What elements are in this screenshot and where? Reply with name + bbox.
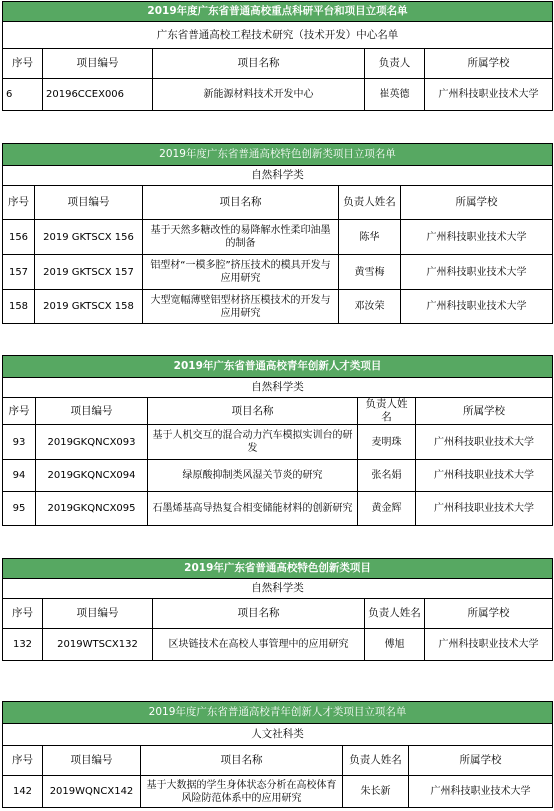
cell-leader: 麦明珠	[358, 425, 416, 460]
header-index: 序号	[3, 398, 36, 425]
cell-leader: 陈华	[339, 220, 401, 255]
table-title: 2019年度广东省普通高校特色创新类项目立项名单	[3, 144, 553, 166]
header-school: 所属学校	[401, 186, 553, 220]
cell-school: 广州科技职业技术大学	[401, 255, 553, 290]
header-index: 序号	[3, 49, 43, 79]
cell-school: 广州科技职业技术大学	[425, 79, 553, 111]
cell-index: 93	[3, 425, 36, 460]
table-row	[3, 255, 553, 290]
table-block-1	[2, 1, 552, 111]
cell-code: 2019WQNCX142	[43, 776, 141, 808]
table-title: 2019年度广东省普通高校青年创新人才类项目立项名单	[3, 702, 553, 724]
header-school: 所属学校	[425, 599, 553, 629]
table-block-5	[2, 701, 552, 808]
header-leader: 负责人姓名	[365, 599, 425, 629]
table-subtitle: 广东省普通高校工程技术研究（技术开发）中心名单	[3, 22, 553, 49]
cell-name: 绿原酸抑制类风湿关节炎的研究	[148, 460, 358, 492]
table-block-3	[2, 355, 552, 526]
cell-school: 广州科技职业技术大学	[401, 220, 553, 255]
table-subtitle: 人文社科类	[3, 724, 553, 746]
table-row	[3, 776, 553, 808]
cell-leader: 张名娟	[358, 460, 416, 492]
cell-index: 94	[3, 460, 36, 492]
header-index: 序号	[3, 746, 43, 776]
table-row	[3, 220, 553, 255]
table-row	[3, 425, 553, 460]
cell-code: 2019GKQNCX095	[36, 492, 148, 526]
table-subtitle: 自然科学类	[3, 579, 553, 599]
cell-name: 石墨烯基高导热复合相变储能材料的创新研究	[148, 492, 358, 526]
cell-name: 大型宽幅薄壁铝型材挤压模技术的开发与应用研究	[143, 290, 339, 324]
header-code: 项目编号	[36, 398, 148, 425]
cell-school: 广州科技职业技术大学	[416, 460, 553, 492]
platform-table	[2, 1, 553, 111]
header-code: 项目编号	[43, 746, 141, 776]
header-code: 项目编号	[43, 599, 153, 629]
table-title: 2019年广东省普通高校特色创新类项目	[3, 559, 553, 579]
cell-school: 广州科技职业技术大学	[425, 629, 553, 661]
young-talent-table	[2, 355, 553, 526]
header-name: 项目名称	[148, 398, 358, 425]
header-school: 所属学校	[416, 398, 553, 425]
header-leader: 负责人姓名	[339, 186, 401, 220]
cell-leader: 傅旭	[365, 629, 425, 661]
cell-index: 6	[3, 79, 43, 111]
table-subtitle: 自然科学类	[3, 378, 553, 398]
cell-name: 铝型材“一模多腔”挤压技术的模具开发与应用研究	[143, 255, 339, 290]
table-title: 2019年度广东省普通高校重点科研平台和项目立项名单	[3, 2, 553, 22]
cell-name: 基于天然多糖改性的易降解水性柔印油墨的制备	[143, 220, 339, 255]
feature-innovation-table	[2, 143, 553, 324]
header-leader: 负责人姓名	[343, 746, 409, 776]
cell-index: 156	[3, 220, 35, 255]
table-row	[3, 629, 553, 661]
cell-index: 142	[3, 776, 43, 808]
table-subtitle: 自然科学类	[3, 166, 553, 186]
table-row	[3, 79, 553, 111]
header-code: 项目编号	[43, 49, 153, 79]
cell-code: 2019GKQNCX093	[36, 425, 148, 460]
header-leader: 负责人姓名	[358, 398, 416, 425]
cell-name: 基于人机交互的混合动力汽车模拟实训台的研发	[148, 425, 358, 460]
cell-name: 基于大数据的学生身体状态分析在高校体育风险防范体系中的应用研究	[141, 776, 343, 808]
header-index: 序号	[3, 186, 35, 220]
cell-school: 广州科技职业技术大学	[416, 492, 553, 526]
humanities-young-talent-table	[2, 701, 553, 808]
table-row	[3, 492, 553, 526]
cell-leader: 朱长新	[343, 776, 409, 808]
cell-leader: 崔英德	[365, 79, 425, 111]
humanities-feature-table	[2, 558, 553, 661]
table-row	[3, 290, 553, 324]
cell-index: 132	[3, 629, 43, 661]
cell-name: 新能源材料技术开发中心	[153, 79, 365, 111]
cell-leader: 黄金辉	[358, 492, 416, 526]
header-name: 项目名称	[141, 746, 343, 776]
header-leader: 负责人	[365, 49, 425, 79]
cell-index: 95	[3, 492, 36, 526]
cell-leader: 邓汝荣	[339, 290, 401, 324]
cell-code: 2019WTSCX132	[43, 629, 153, 661]
cell-code: 2019 GKTSCX 158	[35, 290, 143, 324]
header-code: 项目编号	[35, 186, 143, 220]
table-block-4	[2, 558, 552, 661]
cell-school: 广州科技职业技术大学	[409, 776, 553, 808]
header-school: 所属学校	[409, 746, 553, 776]
cell-code: 20196CCEX006	[43, 79, 153, 111]
header-school: 所属学校	[425, 49, 553, 79]
cell-school: 广州科技职业技术大学	[416, 425, 553, 460]
cell-name: 区块链技术在高校人事管理中的应用研究	[153, 629, 365, 661]
table-row	[3, 460, 553, 492]
header-name: 项目名称	[153, 599, 365, 629]
header-index: 序号	[3, 599, 43, 629]
header-name: 项目名称	[143, 186, 339, 220]
header-name: 项目名称	[153, 49, 365, 79]
cell-leader: 黄雪梅	[339, 255, 401, 290]
cell-code: 2019 GKTSCX 157	[35, 255, 143, 290]
table-block-2	[2, 143, 552, 324]
cell-school: 广州科技职业技术大学	[401, 290, 553, 324]
table-title: 2019年广东省普通高校青年创新人才类项目	[3, 356, 553, 378]
cell-code: 2019 GKTSCX 156	[35, 220, 143, 255]
cell-index: 157	[3, 255, 35, 290]
cell-index: 158	[3, 290, 35, 324]
cell-code: 2019GKQNCX094	[36, 460, 148, 492]
